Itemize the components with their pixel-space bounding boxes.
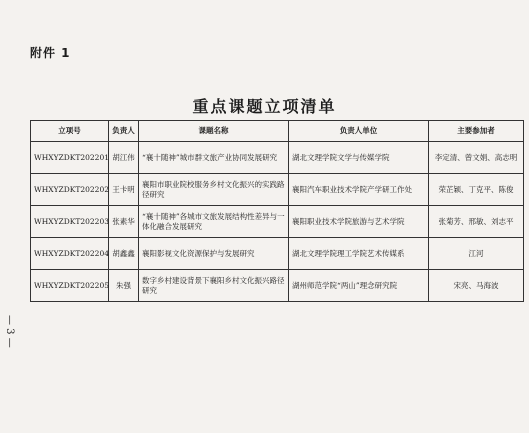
table-row: [31, 238, 524, 270]
cell-participants: 荣芷颖、丁克平、陈俊: [429, 174, 524, 206]
table-row: [31, 270, 524, 302]
cell-unit: 湖北文理学院理工学院艺术传媒系: [289, 238, 429, 270]
page-title: 重点课题立项清单: [192, 97, 337, 116]
page-number: [3, 315, 15, 352]
cell-unit: 襄阳汽车职业技术学院产学研工作处: [289, 174, 429, 206]
cell-unit: 湖州师范学院“两山”理念研究院: [289, 270, 429, 302]
cell-name: “襄十随神”各城市文旅发展结构性差异与一体化融合发展研究: [139, 206, 289, 238]
cell-id: WHXYZDKT202205: [31, 270, 109, 302]
cell-participants: 张菊芳、邢敏、刘志平: [429, 206, 524, 238]
header-leader: 负责人: [109, 121, 139, 142]
cell-leader: 胡鑫鑫: [109, 238, 139, 270]
table-row: [31, 142, 524, 174]
cell-id: WHXYZDKT202203: [31, 206, 109, 238]
cell-participants: 宋亮、马海波: [429, 270, 524, 302]
cell-id: WHXYZDKT202201: [31, 142, 109, 174]
header-unit: 负责人单位: [289, 121, 429, 142]
cell-name: 襄阳市职业院校服务乡村文化振兴的实践路径研究: [139, 174, 289, 206]
cell-leader: 朱强: [109, 270, 139, 302]
header-id: 立项号: [31, 121, 109, 142]
attachment-label: 附件 1: [30, 46, 71, 60]
page-number-text: — 3 —: [4, 315, 15, 348]
header-name: 课题名称: [139, 121, 289, 142]
cell-unit: 襄阳职业技术学院旅游与艺术学院: [289, 206, 429, 238]
cell-leader: 张素华: [109, 206, 139, 238]
cell-leader: 王卡明: [109, 174, 139, 206]
table-row: [31, 206, 524, 238]
cell-name: 襄阳影视文化资源保护与发展研究: [139, 238, 289, 270]
cell-id: WHXYZDKT202204: [31, 238, 109, 270]
cell-participants: 江河: [429, 238, 524, 270]
cell-name: “襄十随神”城市群文旅产业协同发展研究: [139, 142, 289, 174]
cell-participants: 李定清、曾文娟、高志明: [429, 142, 524, 174]
table-row: [31, 174, 524, 206]
project-table: [30, 120, 524, 302]
cell-name: 数字乡村建设背景下襄阳乡村文化振兴路径研究: [139, 270, 289, 302]
cell-unit: 湖北文理学院文学与传媒学院: [289, 142, 429, 174]
header-participants: 主要参加者: [429, 121, 524, 142]
table-header-row: [31, 121, 524, 142]
cell-id: WHXYZDKT202202: [31, 174, 109, 206]
cell-leader: 胡江伟: [109, 142, 139, 174]
